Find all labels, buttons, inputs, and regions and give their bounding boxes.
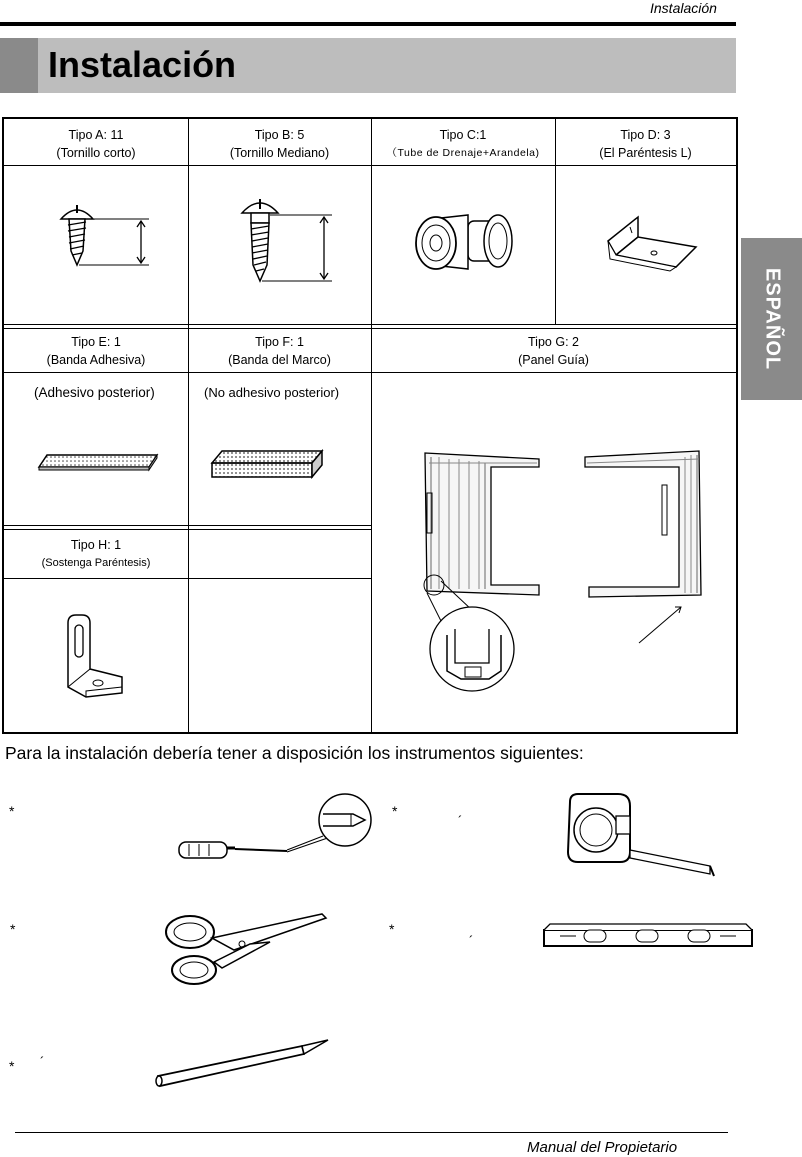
- part-f-title: Tipo F: 1: [255, 335, 304, 349]
- part-b-desc: (Tornillo Mediano): [229, 146, 330, 160]
- tool-marker: *: [10, 921, 16, 937]
- tape-measure-icon: [560, 790, 720, 880]
- page-title: Instalación: [48, 44, 237, 85]
- part-e-desc: (Banda Adhesiva): [46, 353, 146, 367]
- banner-tab: [0, 38, 38, 93]
- parts-table: [2, 117, 738, 734]
- running-header: Instalación: [650, 0, 717, 16]
- part-d-title: Tipo D: 3: [620, 128, 671, 142]
- part-g-label: [371, 333, 736, 369]
- part-g-desc: (Panel Guía): [518, 353, 589, 367]
- frame-band-icon: [210, 447, 326, 481]
- part-e-title: Tipo E: 1: [71, 335, 121, 349]
- part-b-title: Tipo B: 5: [254, 128, 305, 142]
- guide-panel-icon: [409, 445, 719, 690]
- part-c-title: Tipo C:1: [439, 128, 487, 142]
- medium-screw-icon: [236, 195, 346, 285]
- tool-accent: ´: [40, 1054, 45, 1069]
- part-f-label: [188, 333, 371, 369]
- footer-rule: [15, 1132, 728, 1133]
- part-b-label: [188, 126, 371, 162]
- footer-text: Manual del Propietario: [527, 1139, 678, 1156]
- tools-intro: Para la instalación debería tener a disposición los instrumentos siguientes:: [5, 743, 584, 763]
- part-g-title: Tipo G: 2: [528, 335, 579, 349]
- screwdriver-icon: [175, 792, 385, 864]
- header-rule: [0, 22, 736, 26]
- part-a-title: Tipo A: 11: [68, 128, 124, 142]
- drain-tube-icon: [412, 203, 522, 283]
- part-d-desc: (El Paréntesis L): [599, 146, 692, 160]
- part-c-label: [371, 126, 555, 162]
- part-h-title: Tipo H: 1: [70, 538, 122, 552]
- part-c-desc: （Tube de Drenaje+Arandela): [386, 147, 540, 159]
- level-icon: [540, 918, 756, 952]
- l-bracket-icon: [604, 211, 704, 275]
- part-d-label: [555, 126, 736, 162]
- short-screw-icon: [49, 201, 159, 271]
- part-h-desc: (Sostenga Paréntesis): [41, 557, 151, 569]
- part-f-note: (No adhesivo posterior): [204, 385, 340, 400]
- pencil-icon: [152, 1038, 332, 1092]
- language-tab: [741, 238, 802, 400]
- tool-accent: ´: [458, 813, 463, 828]
- section-banner: [0, 38, 736, 93]
- adhesive-band-icon: [37, 451, 159, 473]
- part-a-label: [4, 126, 188, 162]
- part-a-desc: (Tornillo corto): [56, 146, 136, 160]
- tool-marker: *: [389, 921, 395, 937]
- tool-marker: *: [9, 1058, 15, 1074]
- tool-marker: *: [9, 803, 15, 819]
- language-tab-label: ESPAÑOL: [761, 267, 783, 371]
- part-e-note: (Adhesivo posterior): [34, 385, 155, 400]
- tool-accent: ´: [469, 933, 474, 948]
- support-bracket-icon: [62, 613, 142, 699]
- scissors-icon: [160, 908, 330, 992]
- part-e-label: [4, 333, 188, 369]
- tool-marker: *: [392, 803, 398, 819]
- part-f-desc: (Banda del Marco): [228, 353, 331, 367]
- part-h-label: [4, 536, 188, 572]
